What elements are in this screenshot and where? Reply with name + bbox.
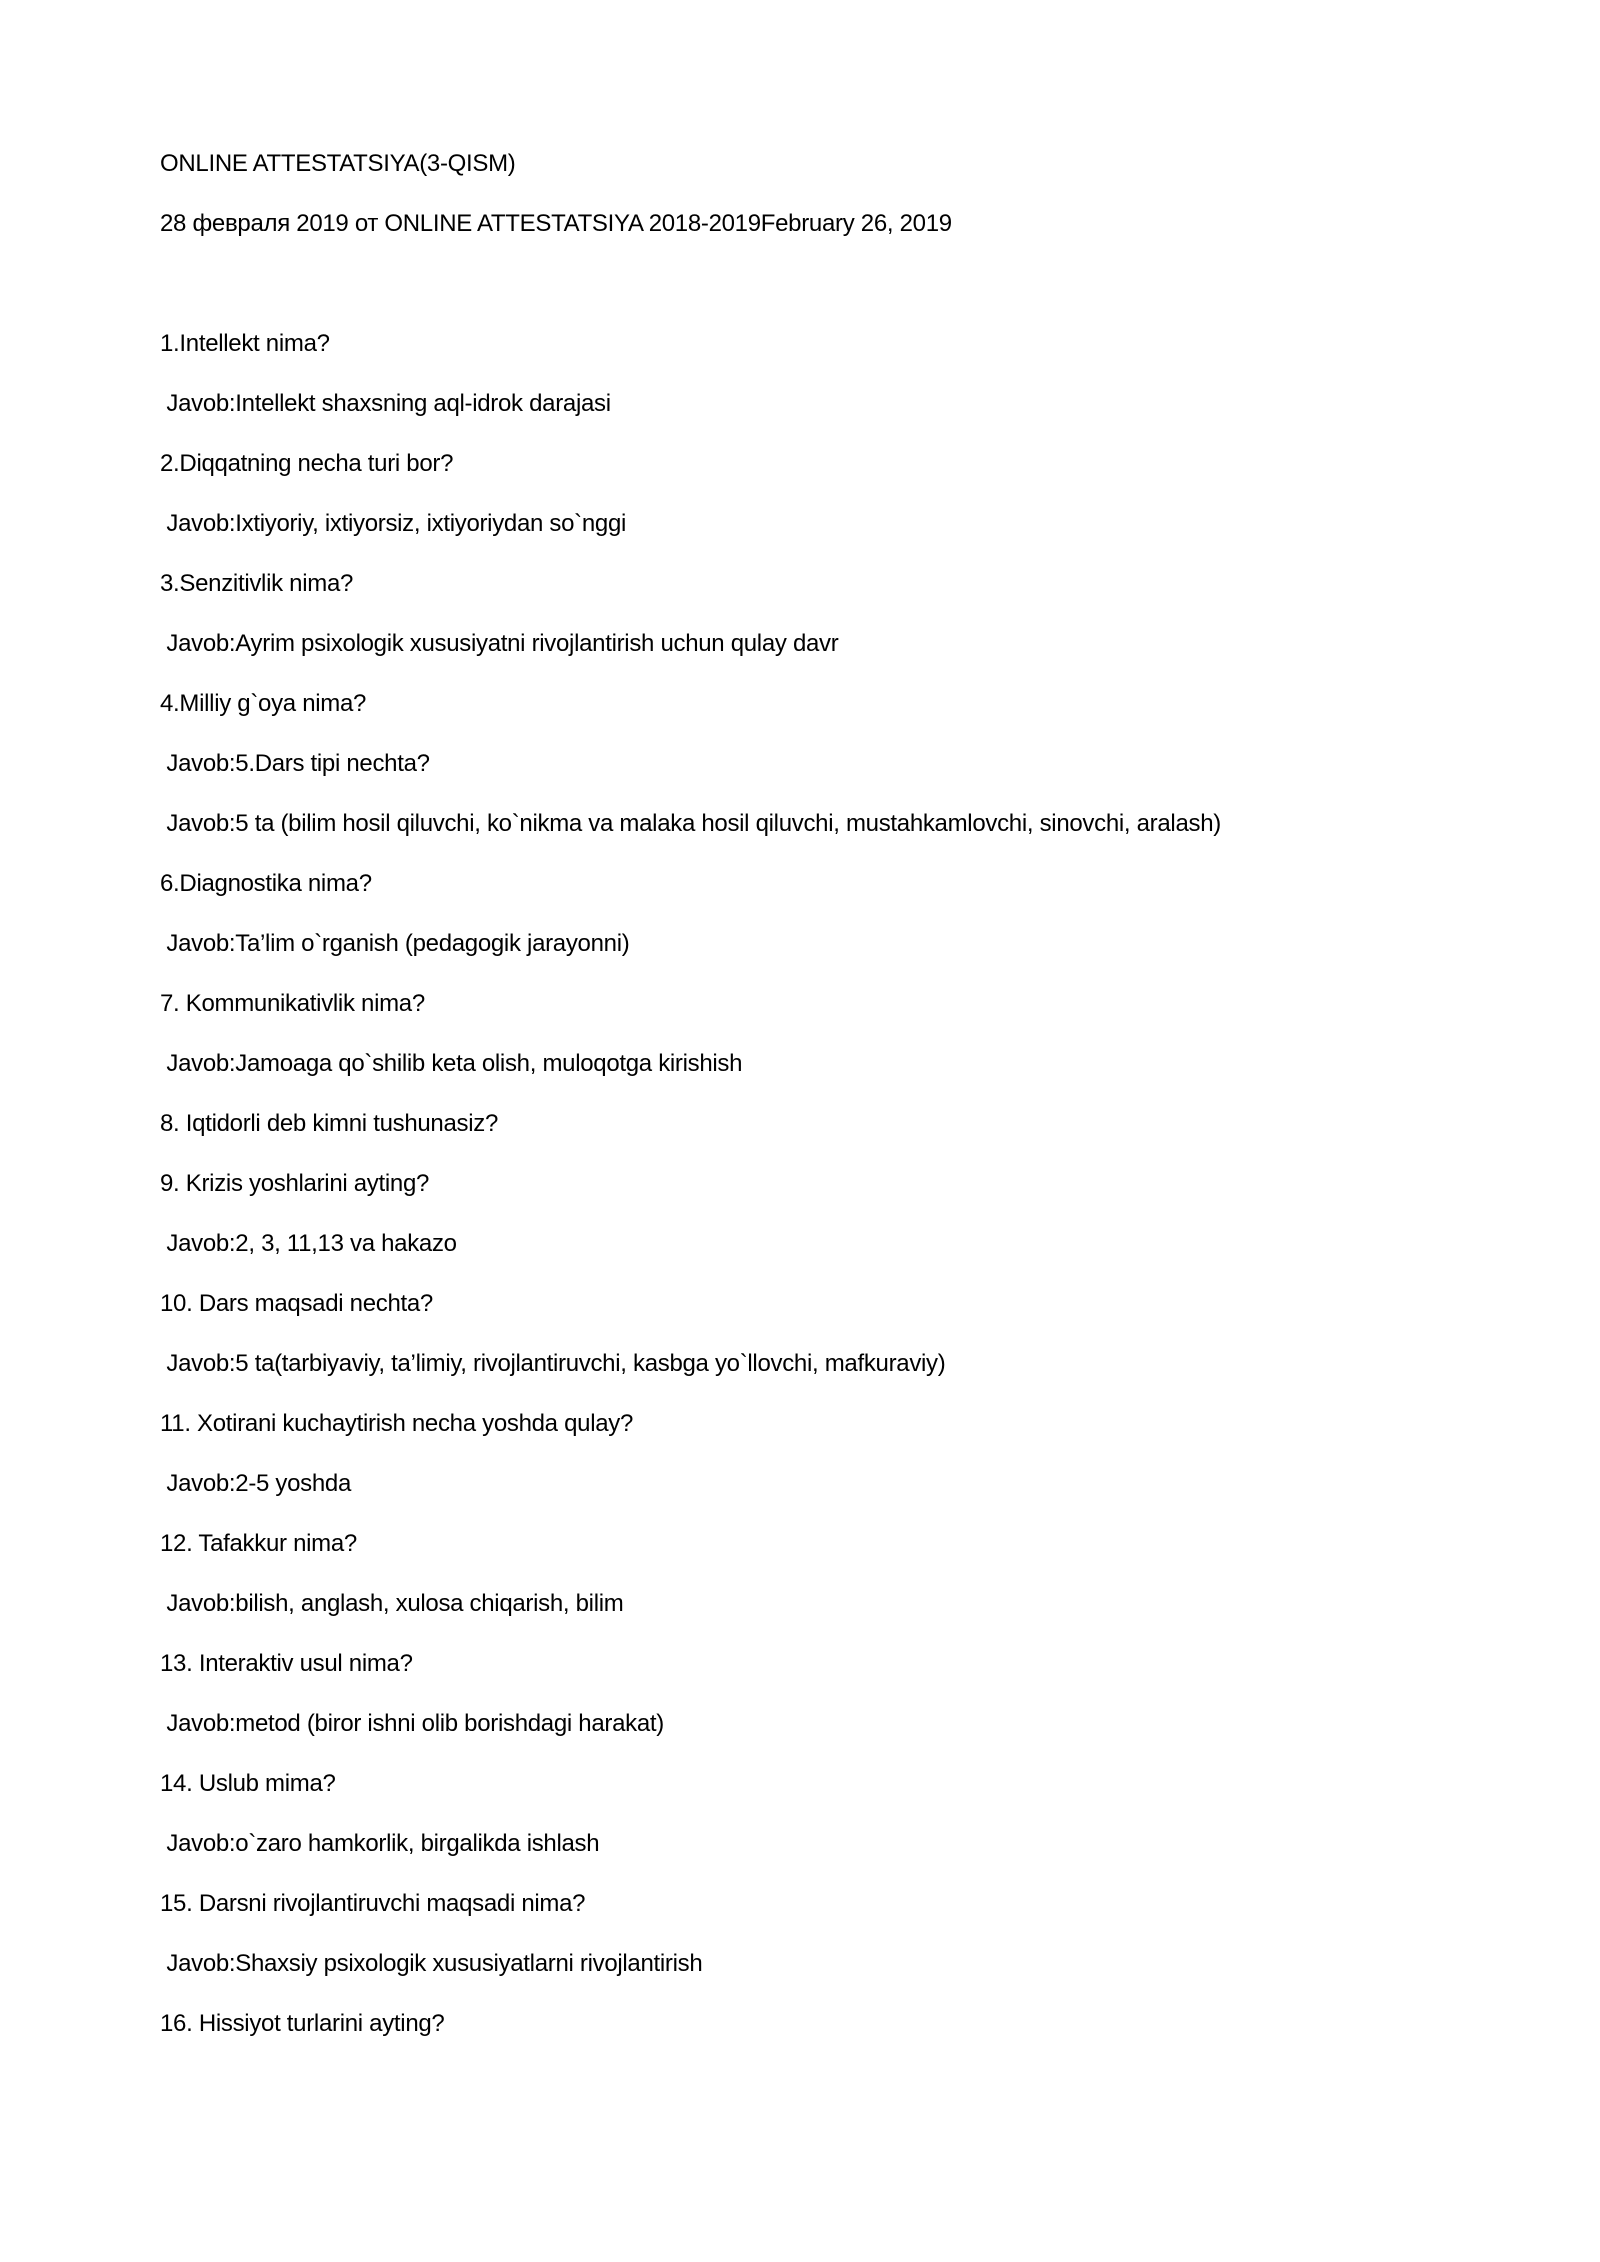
question-line: 1.Intellekt nima? — [160, 330, 330, 357]
question-line: 10. Dars maqsadi nechta? — [160, 1290, 433, 1317]
question-line: 6.Diagnostika nima? — [160, 870, 372, 897]
question-line: 14. Uslub mima? — [160, 1770, 336, 1797]
answer-line: Javob:Shaxsiy psixologik xususiyatlarni rivojlantirish — [160, 1950, 703, 1977]
question-line: 13. Interaktiv usul nima? — [160, 1650, 413, 1677]
answer-line: Javob:Ixtiyoriy, ixtiyorsiz, ixtiyoriydan so`nggi — [160, 510, 627, 537]
question-line: 12. Tafakkur nima? — [160, 1530, 357, 1557]
document-date-line: 28 февраля 2019 от ONLINE ATTESTATSIYA 2018-2019February 26, 2019 — [160, 210, 952, 237]
question-line: 7. Kommunikativlik nima? — [160, 990, 425, 1017]
answer-line: Javob:5 ta(tarbiyaviy, ta’limiy, rivojlantiruvchi, kasbga yo`llovchi, mafkuraviy) — [160, 1350, 946, 1377]
blank-line — [160, 254, 1560, 314]
qa-list — [160, 314, 1560, 2054]
answer-line: Javob:Intellekt shaxsning aql-idrok darajasi — [160, 390, 611, 417]
answer-line: Javob:2-5 yoshda — [160, 1470, 352, 1497]
answer-line: Javob:Ta’lim o`rganish (pedagogik jarayonni) — [160, 930, 630, 957]
answer-line: Javob:5 ta (bilim hosil qiluvchi, ko`nikma va malaka hosil qiluvchi, mustahkamlovchi, sinovchi, aralash) — [160, 810, 1221, 837]
question-line: 8. Iqtidorli deb kimni tushunasiz? — [160, 1110, 498, 1137]
answer-line: Javob:o`zaro hamkorlik, birgalikda ishlash — [160, 1830, 600, 1857]
answer-line: Javob:2, 3, 11,13 va hakazo — [160, 1230, 457, 1257]
answer-line: Javob:Jamoaga qo`shilib keta olish, muloqotga kirishish — [160, 1050, 743, 1077]
answer-line: Javob:Ayrim psixologik xususiyatni rivojlantirish uchun qulay davr — [160, 630, 839, 657]
question-line: 3.Senzitivlik nima? — [160, 570, 354, 597]
document-title: ONLINE ATTESTATSIYA(3-QISM) — [160, 150, 516, 177]
question-line: 16. Hissiyot turlarini ayting? — [160, 2010, 445, 2037]
question-line: 15. Darsni rivojlantiruvchi maqsadi nima? — [160, 1890, 586, 1917]
question-line: 2.Diqqatning necha turi bor? — [160, 450, 454, 477]
question-line: 4.Milliy g`oya nima? — [160, 690, 367, 717]
answer-line: Javob:5.Dars tipi nechta? — [160, 750, 430, 777]
answer-line: Javob:bilish, anglash, xulosa chiqarish, bilim — [160, 1590, 624, 1617]
question-line: 11. Xotirani kuchaytirish necha yoshda qulay? — [160, 1410, 634, 1437]
question-line: 9. Krizis yoshlarini ayting? — [160, 1170, 430, 1197]
answer-line: Javob:metod (biror ishni olib borishdagi harakat) — [160, 1710, 664, 1737]
